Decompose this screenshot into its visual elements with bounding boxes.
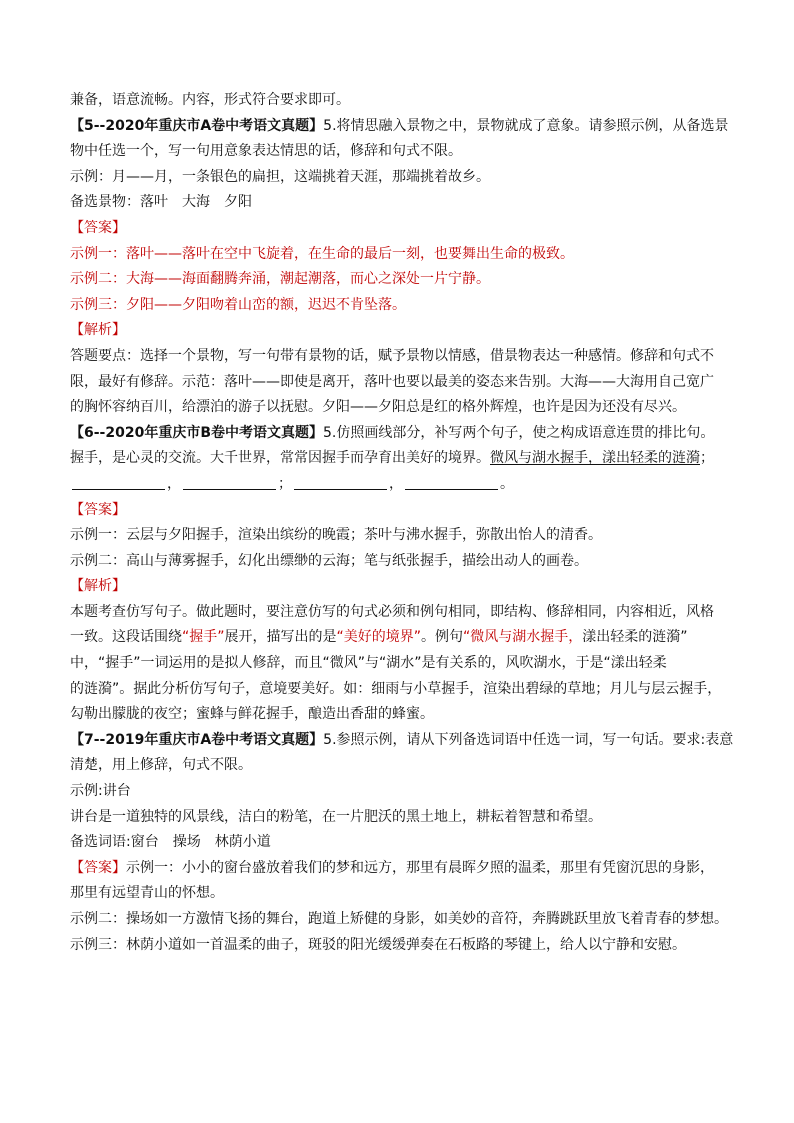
analysis-line bbox=[70, 370, 730, 396]
options-text: 备选词语:窗台 操场 林荫小道 bbox=[70, 834, 271, 851]
question-5-header bbox=[70, 114, 730, 140]
text-line bbox=[70, 139, 730, 165]
analysis-line bbox=[70, 677, 730, 703]
question-7-header bbox=[70, 728, 734, 754]
question-text: 清楚，用上修辞，句式不限。 bbox=[70, 757, 252, 774]
answer-line bbox=[70, 933, 730, 959]
answer-line bbox=[70, 523, 730, 549]
answer-line bbox=[70, 242, 730, 268]
analysis-heading: 【解析】 bbox=[70, 322, 126, 339]
document-page bbox=[70, 88, 734, 958]
analysis-line bbox=[70, 625, 730, 651]
answer-text: 示例三：林荫小道如一首温柔的曲子，斑驳的阳光缓缓弹奏在石板路的琴键上，给人以宁静和安慰。 bbox=[70, 936, 686, 953]
analysis-text: 的胸怀容纳百川，给漂泊的游子以抚慰。夕阳——夕阳总是红的格外辉煌，也许是因为还没有尽兴。 bbox=[70, 399, 686, 416]
example-line bbox=[70, 805, 730, 831]
punctuation: ， bbox=[389, 475, 403, 492]
question-source-tag: 【6--2020年重庆市B卷中考语文真题】 bbox=[70, 424, 323, 441]
answer-line bbox=[70, 267, 730, 293]
question-source-tag: 【5--2020年重庆市A卷中考语文真题】 bbox=[70, 117, 324, 134]
question-source-tag: 【7--2019年重庆市A卷中考语文真题】 bbox=[70, 731, 324, 748]
answer-text: 示例二：操场如一方激情飞扬的舞台，跑道上矫健的身影，如美妙的音符，奔腾跳跃里放飞着青春的梦想。 bbox=[70, 911, 728, 927]
text-line bbox=[70, 753, 730, 779]
example-text: 讲台是一道独特的风景线，洁白的粉笔，在一片肥沃的黑土地上，耕耘着智慧和希望。 bbox=[70, 808, 602, 825]
punctuation: 。 bbox=[500, 475, 514, 492]
analysis-text: 答题要点：选择一个景物，写一句带有景物的话，赋予景物以情感，借景物表达一种感情。修辞和句式不 bbox=[70, 347, 714, 364]
example-label: 示例:讲台 bbox=[70, 783, 131, 800]
analysis-text: 。例句 bbox=[421, 629, 464, 646]
answer-text: 示例一：云层与夕阳握手，渲染出缤纷的晚霞；茶叶与沸水握手，弥散出怡人的清香。 bbox=[70, 527, 602, 544]
text-line bbox=[70, 88, 730, 114]
answer-line bbox=[70, 549, 730, 575]
example-line bbox=[70, 165, 730, 191]
analysis-text: 的涟漪”。据此分析仿写句子，意境要美好。如：细雨与小草握手，渲染出碧绿的草地；月儿与层云握手， bbox=[70, 680, 722, 697]
underlined-example: 微风与湖水握手，漾出轻柔的涟漪 bbox=[490, 450, 700, 467]
punctuation: ； bbox=[278, 475, 292, 492]
question-text: 物中任选一个，写一句用意象表达情思的话，修辞和句式不限。 bbox=[70, 143, 462, 160]
analysis-text: 勾勒出朦胧的夜空；蜜蜂与鲜花握手，酿造出香甜的蜂蜜。 bbox=[70, 706, 434, 723]
highlight-text: “握手” bbox=[182, 629, 225, 646]
question-line bbox=[70, 446, 730, 472]
punctuation: ； bbox=[700, 450, 714, 467]
answer-blank[interactable] bbox=[183, 474, 276, 490]
answer-label bbox=[70, 216, 730, 242]
answer-line bbox=[70, 881, 730, 907]
answer-line bbox=[70, 856, 730, 882]
answer-label bbox=[70, 498, 730, 524]
answer-heading: 【答案】 bbox=[70, 501, 126, 518]
question-text: 5.将情思融入景物之中，景物就成了意象。请参照示例，从备选景 bbox=[323, 117, 729, 134]
answer-line bbox=[70, 907, 730, 933]
analysis-line bbox=[70, 395, 730, 421]
options-text: 备选景物：落叶 大海 夕阳 bbox=[70, 194, 252, 211]
answer-heading: 【答案】 bbox=[70, 859, 126, 876]
blank-line bbox=[70, 472, 730, 498]
punctuation: ， bbox=[167, 475, 181, 492]
options-line bbox=[70, 190, 730, 216]
highlight-text: “微风与湖水握手， bbox=[463, 629, 583, 646]
options-line bbox=[70, 830, 730, 856]
answer-blank[interactable] bbox=[294, 474, 387, 490]
analysis-line bbox=[70, 651, 730, 677]
analysis-line bbox=[70, 600, 730, 626]
answer-blank[interactable] bbox=[405, 474, 498, 490]
highlight-text: “美好的境界” bbox=[336, 629, 422, 646]
analysis-text: 展开，描写出的是 bbox=[224, 629, 337, 646]
question-text: 握手，是心灵的交流。大千世界，常常因握手而孕育出美好的境界。 bbox=[70, 450, 490, 467]
answer-text: 示例一：小小的窗台盛放着我们的梦和远方，那里有晨晖夕照的温柔，那里有凭窗沉思的身影， bbox=[126, 859, 714, 876]
question-6-header bbox=[70, 421, 730, 447]
answer-text: 那里有远望青山的怀想。 bbox=[70, 885, 224, 902]
analysis-text: 一致。这段话围绕 bbox=[70, 629, 182, 646]
example-label-line bbox=[70, 779, 730, 805]
analysis-line bbox=[70, 702, 730, 728]
answer-text: 示例二：高山与薄雾握手，幻化出缥缈的云海；笔与纸张握手，描绘出动人的画卷。 bbox=[70, 552, 588, 569]
analysis-line bbox=[70, 344, 730, 370]
paragraph-text: 兼备，语意流畅。内容，形式符合要求即可。 bbox=[70, 92, 350, 108]
analysis-text: 本题考查仿写句子。做此题时，要注意仿写的句式必须和例句相同，即结构、修辞相同，内容相近，风格 bbox=[70, 603, 714, 620]
answer-text: 示例二：大海——海面翻腾奔涌，潮起潮落，而心之深处一片宁静。 bbox=[70, 271, 490, 288]
example-text: 示例：月——月，一条银色的扁担，这端挑着天涯，那端挑着故乡。 bbox=[70, 168, 490, 185]
analysis-heading: 【解析】 bbox=[70, 578, 126, 595]
answer-heading: 【答案】 bbox=[70, 219, 126, 236]
analysis-text: 漾出轻柔的涟漪” bbox=[582, 629, 688, 646]
analysis-label bbox=[70, 574, 730, 600]
answer-line bbox=[70, 293, 730, 319]
analysis-text: 中，“握手”一词运用的是拟人修辞，而且“微风”与“湖水”是有关系的，风吹湖水，于是“漾出轻柔 bbox=[70, 655, 667, 672]
question-text: 5.参照示例，请从下列备选词语中任选一词，写一句话。要求:表意 bbox=[323, 731, 734, 748]
question-text: 5.仿照画线部分，补写两个句子，使之构成语意连贯的排比句。 bbox=[323, 424, 715, 441]
answer-blank[interactable] bbox=[72, 474, 165, 490]
answer-text: 示例三：夕阳——夕阳吻着山峦的额，迟迟不肯坠落。 bbox=[70, 296, 406, 313]
answer-text: 示例一：落叶——落叶在空中飞旋着，在生命的最后一刻，也要舞出生命的极致。 bbox=[70, 245, 574, 262]
analysis-text: 限，最好有修辞。示范：落叶——即使是离开，落叶也要以最美的姿态来告别。大海——大海用自己宽广 bbox=[70, 373, 714, 390]
analysis-label bbox=[70, 318, 730, 344]
